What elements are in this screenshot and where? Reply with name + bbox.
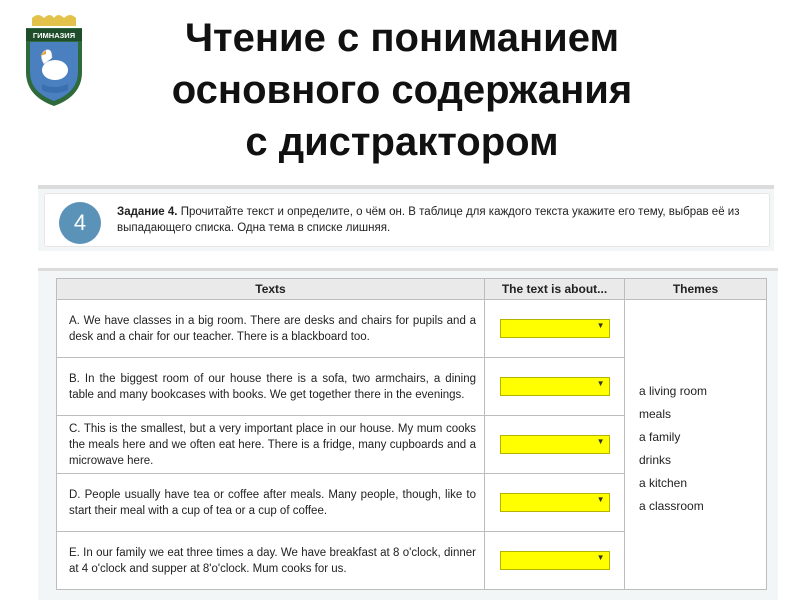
chevron-down-icon: ▼ bbox=[596, 553, 605, 562]
title-line: основного содержания bbox=[171, 68, 633, 112]
select-cell bbox=[485, 474, 625, 532]
select-cell bbox=[485, 300, 625, 358]
school-crest-icon bbox=[22, 12, 86, 108]
theme-item: a kitchen bbox=[639, 475, 688, 490]
page-title bbox=[92, 12, 712, 168]
theme-dropdown-a[interactable] bbox=[500, 319, 610, 338]
select-cell bbox=[485, 358, 625, 416]
chevron-down-icon: ▼ bbox=[596, 495, 605, 504]
select-cell bbox=[485, 532, 625, 590]
text-b: B. In the biggest room of our house there is a sofa, two armchairs, a dining table and many bookcases with books. We get together there in the evenings. bbox=[57, 358, 485, 416]
text-a: A. We have classes in a big room. There are desks and chairs for pupils and a desk and a chair for our teacher. There is a blackboard too. bbox=[57, 300, 485, 358]
theme-dropdown-c[interactable] bbox=[500, 435, 610, 454]
title-line: с дистрактором bbox=[245, 120, 559, 164]
table-header-row bbox=[57, 279, 767, 300]
task-card bbox=[44, 193, 770, 247]
text-d: D. People usually have tea or coffee after meals. Many people, though, like to start their meal with a cup of tea or a cup of coffee. bbox=[57, 474, 485, 532]
theme-dropdown-d[interactable] bbox=[500, 493, 610, 512]
theme-dropdown-b[interactable] bbox=[500, 377, 610, 396]
column-header-about: The text is about... bbox=[485, 279, 625, 300]
text-c: C. This is the smallest, but a very important place in our house. My mum cooks the meals here and we often eat here. There is a fridge, many cupboards and a microwave here. bbox=[57, 416, 485, 474]
task-number-badge: 4 bbox=[59, 202, 101, 244]
theme-item: a family bbox=[639, 429, 681, 444]
theme-item: a classroom bbox=[639, 498, 704, 513]
task-instruction bbox=[117, 204, 761, 236]
logo-text: ГИМНАЗИЯ bbox=[32, 31, 76, 40]
chevron-down-icon: ▼ bbox=[596, 379, 605, 388]
task-header bbox=[38, 185, 774, 251]
text-e: E. In our family we eat three times a day. We have breakfast at 8 o'clock, dinner at 4 o'clock and supper at 8'o'clock. Mum cooks for us. bbox=[57, 532, 485, 590]
chevron-down-icon: ▼ bbox=[596, 321, 605, 330]
theme-item: meals bbox=[639, 406, 672, 421]
column-header-themes: Themes bbox=[625, 279, 767, 300]
theme-dropdown-e[interactable] bbox=[500, 551, 610, 570]
title-line: Чтение с пониманием bbox=[184, 16, 620, 60]
themes-list bbox=[625, 300, 767, 590]
theme-item: drinks bbox=[639, 452, 672, 467]
task-label: Задание 4. bbox=[117, 206, 178, 218]
task-text: Прочитайте текст и определите, о чём он. В таблице для каждого текста укажите его тему, выбрав её из выпадающего списка. Одна тема в списке лишняя. bbox=[117, 206, 740, 234]
chevron-down-icon: ▼ bbox=[596, 437, 605, 446]
column-header-texts: Texts bbox=[57, 279, 485, 300]
theme-item: a living room bbox=[639, 383, 708, 398]
table-row bbox=[57, 300, 767, 358]
select-cell bbox=[485, 416, 625, 474]
matching-table bbox=[56, 278, 767, 590]
